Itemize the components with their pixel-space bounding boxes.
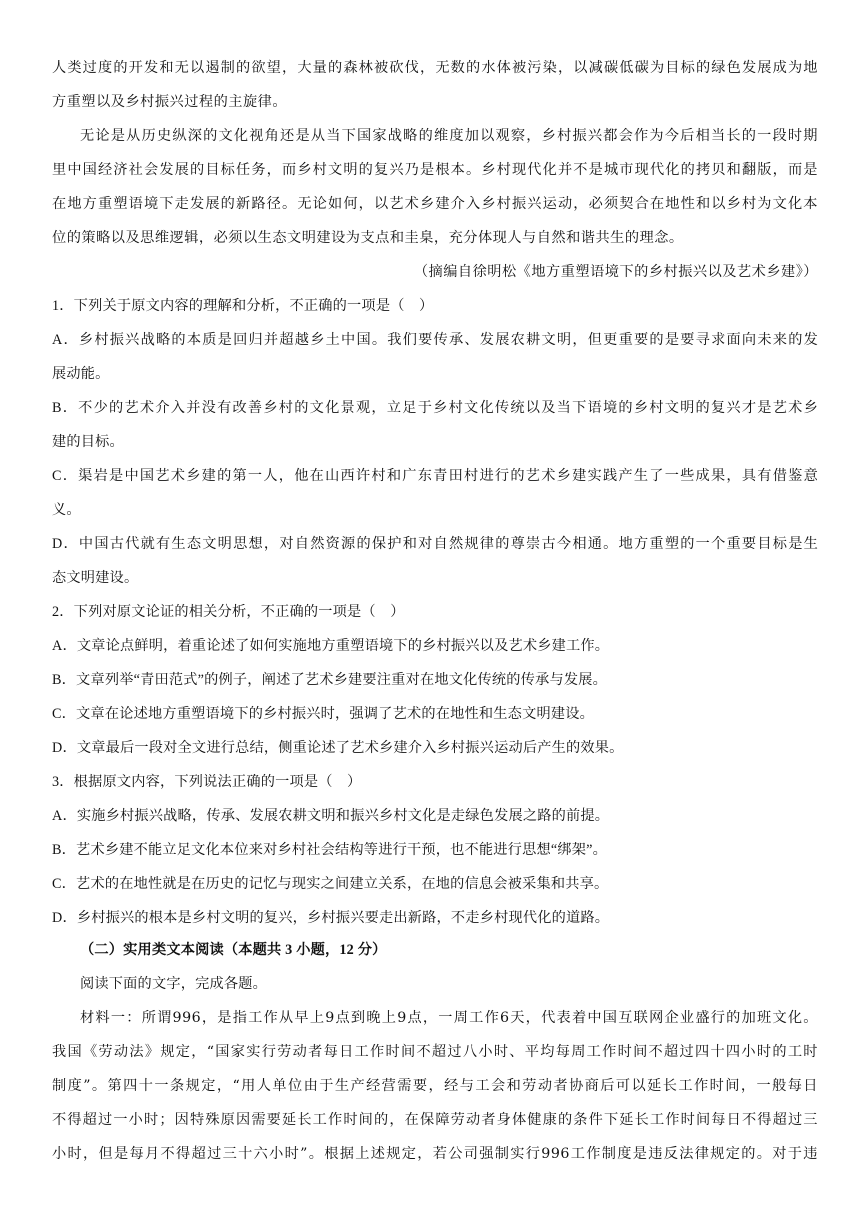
question-1-stem: 1．下列关于原文内容的理解和分析，不正确的一项是（ ） — [52, 298, 434, 314]
question-1-option-a: A．乡村振兴战略的本质是回归并超越乡土中国。我们要传承、发展农耕文明，但更重要的是要寻求面向未来的发 — [52, 332, 818, 348]
passage-line: 在地方重塑语境下走发展的新路径。无论如何，以艺术乡建介入乡村振兴运动，必须契合在地性和以乡村为文化本 — [52, 196, 818, 212]
question-3-option-c: C．艺术的在地性就是在历史的记忆与现实之间建立关系，在地的信息会被采集和共享。 — [52, 876, 609, 892]
question-2-option-b: B．文章列举“青田范式”的例子，阐述了艺术乡建要注重对在地文化传统的传承与发展。 — [52, 672, 607, 688]
question-1-option-d: D．中国古代就有生态文明思想，对自然资源的保护和对自然规律的尊崇古今相通。地方重塑的一个重要目标是生 — [52, 536, 818, 552]
question-1-option-c-cont: 义。 — [52, 502, 81, 518]
material-line: 我国《劳动法》规定，“国家实行劳动者每日工作时间不超过八小时、平均每周工作时间不超过四十四小时的工时 — [52, 1044, 818, 1060]
question-3-option-b: B．艺术乡建不能立足文化本位来对乡村社会结构等进行干预，也不能进行思想“绑架”。 — [52, 842, 607, 858]
material-line: 材料一：所谓996，是指工作从早上9点到晚上9点，一周工作6天，代表着中国互联网企业盛行的加班文化。 — [80, 1010, 818, 1026]
section-instruction: 阅读下面的文字，完成各题。 — [80, 976, 268, 992]
question-2-option-c: C．文章在论述地方重塑语境下的乡村振兴时，强调了艺术的在地性和生态文明建设。 — [52, 706, 595, 722]
question-1-option-c: C．渠岩是中国艺术乡建的第一人，他在山西许村和广东青田村进行的艺术乡建实践产生了一些成果，具有借鉴意 — [52, 468, 818, 484]
material-line: 不得超过一小时；因特殊原因需要延长工作时间的，在保障劳动者身体健康的条件下延长工作时间每日不得超过三 — [52, 1112, 818, 1128]
question-1-option-b: B．不少的艺术介入并没有改善乡村的文化景观，立足于乡村文化传统以及当下语境的乡村文明的复兴才是艺术乡 — [52, 400, 818, 416]
question-2-option-a: A．文章论点鲜明，着重论述了如何实施地方重塑语境下的乡村振兴以及艺术乡建工作。 — [52, 638, 610, 654]
question-1-option-d-cont: 态文明建设。 — [52, 570, 139, 586]
material-line: 小时，但是每月不得超过三十六小时”。根据上述规定，若公司强制实行996工作制度是违反法律规定的。对于违 — [52, 1146, 818, 1162]
question-2-stem: 2．下列对原文论证的相关分析，不正确的一项是（ ） — [52, 604, 405, 620]
question-3-option-a: A．实施乡村振兴战略，传承、发展农耕文明和振兴乡村文化是走绿色发展之路的前提。 — [52, 808, 610, 824]
question-3-stem: 3．根据原文内容，下列说法正确的一项是（ ） — [52, 774, 362, 790]
passage-line: 无论是从历史纵深的文化视角还是从当下国家战略的维度加以观察，乡村振兴都会作为今后相当长的一段时期 — [80, 128, 818, 144]
passage-line: 方重塑以及乡村振兴过程的主旋律。 — [52, 94, 288, 110]
question-1-option-b-cont: 建的目标。 — [52, 434, 124, 450]
passage-line: 里中国经济社会发展的目标任务，而乡村文明的复兴乃是根本。乡村现代化并不是城市现代化的拷贝和翻版，而是 — [52, 162, 818, 178]
passage-line: 人类过度的开发和无以遏制的欲望，大量的森林被砍伐，无数的水体被污染，以减碳低碳为目标的绿色发展成为地 — [52, 60, 818, 76]
question-2-option-d: D．文章最后一段对全文进行总结，侧重论述了艺术乡建介入乡村振兴运动后产生的效果。 — [52, 740, 624, 756]
question-1-option-a-cont: 展动能。 — [52, 366, 110, 382]
question-3-option-d: D．乡村振兴的根本是乡村文明的复兴，乡村振兴要走出新路，不走乡村现代化的道路。 — [52, 910, 610, 926]
material-line: 制度”。第四十一条规定，“用人单位由于生产经营需要，经与工会和劳动者协商后可以延长工作时间，一般每日 — [52, 1078, 818, 1094]
passage-line: 位的策略以及思维逻辑，必须以生态文明建设为支点和圭臬，充分体现人与自然和谐共生的理念。 — [52, 230, 684, 246]
source-citation: （摘编自徐明松《地方重塑语境下的乡村振兴以及艺术乡建》） — [413, 264, 818, 280]
section-heading: （二）实用类文本阅读（本题共 3 小题，12 分） — [80, 942, 387, 958]
